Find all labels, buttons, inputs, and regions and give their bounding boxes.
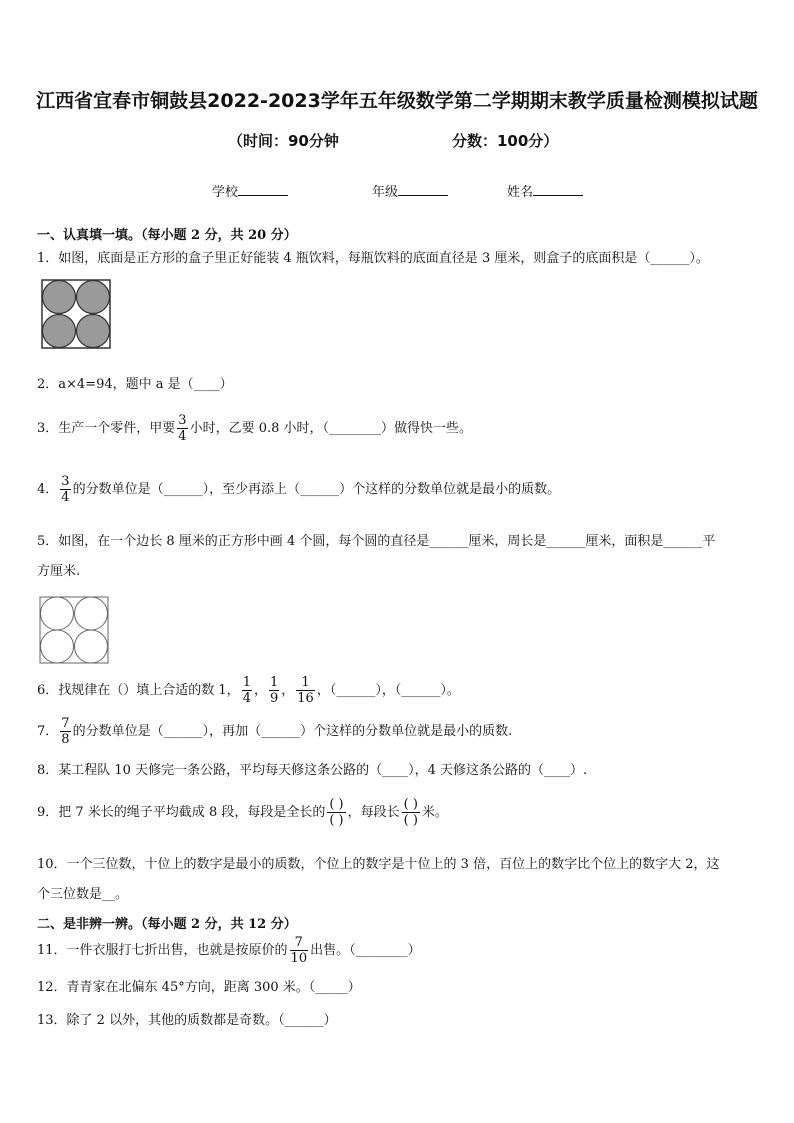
numerator: 3 — [178, 413, 187, 428]
question-11 — [37, 935, 421, 966]
numerator: 1 — [269, 675, 279, 690]
exam-title: 江西省宜春市铜鼓县2022-2023学年五年级数学第二学期期末教学质量检测模拟试题 — [36, 90, 758, 112]
question-5-line-1: 5．如图，在一个边长 8 厘米的正方形中画 4 个圆，每个圆的直径是______厘米，周长是______厘米，面积是______平 — [37, 534, 716, 549]
answer-fraction-blank[interactable] — [402, 797, 420, 828]
question-9-text-a: 9．把 7 米长的绳子平均截成 8 段，每段是全长的 — [37, 805, 326, 820]
fraction-1-9 — [269, 675, 279, 706]
question-7-text-a: 7． — [37, 724, 59, 739]
denominator: 9 — [269, 691, 279, 706]
numerator: 3 — [61, 474, 70, 489]
inner-circle — [75, 597, 108, 630]
fraction-7-8 — [60, 716, 70, 747]
question-3 — [37, 413, 472, 444]
grade-field — [372, 181, 448, 200]
question-7-text-b: 的分数单位是（______），再加（______）个这样的分数单位就是最小的质数. — [72, 724, 513, 739]
numerator-blank[interactable]: ( ) — [403, 797, 418, 812]
question-11-text-a: 11．一件衣服打七折出售，也就是按原价的 — [37, 943, 288, 958]
question-5-line-2: 方厘米. — [37, 564, 81, 579]
inner-circle — [75, 630, 108, 663]
inner-circle — [41, 630, 74, 663]
fraction-1-16 — [296, 675, 315, 706]
question-6: 6．找规律在（）填上合适的数 1， $\frac{1}{4}$ ， $\frac{1}{9}$ ， $\frac{1}{16}$ ，（______），（______）。 — [37, 675, 460, 706]
inner-circle — [41, 597, 74, 630]
numerator: 7 — [290, 935, 309, 951]
fraction-7-10 — [290, 935, 309, 966]
name-field — [507, 181, 583, 200]
section-1-heading: 一、认真填一填。（每小题 2 分，共 20 分） — [37, 228, 297, 243]
exam-score: 分数：100分） — [452, 132, 559, 150]
denominator: 8 — [61, 732, 70, 747]
school-field — [212, 181, 288, 200]
denominator: 10 — [290, 951, 308, 966]
bottle-circle — [43, 281, 76, 314]
numerator: 7 — [61, 716, 70, 731]
denominator-blank[interactable]: ( ) — [329, 813, 344, 828]
question-4-text-a: 4． — [37, 482, 59, 497]
denominator: 16 — [297, 691, 314, 706]
bottle-circle — [43, 315, 76, 348]
question-3-text-b: 小时，乙要 0.8 小时，（________）做得快一些。 — [189, 421, 473, 436]
question-9-text-c: 米。 — [421, 805, 448, 820]
question-10-line-2: 个三位数是__。 — [37, 887, 129, 902]
question-1: 1．如图，底面是正方形的盒子里正好能装 4 瓶饮料，每瓶饮料的底面直径是 3 厘米，则盒子的底面积是（______）。 — [37, 251, 709, 266]
question-10-line-1: 10．一个三位数，十位上的数字是最小的质数，个位上的数字是十位上的 3 倍，百位上的数字比个位上的数字大 2，这 — [37, 857, 720, 872]
grade-blank[interactable] — [398, 181, 448, 196]
question-4-text-b: 的分数单位是（______），至少再添上（______）个这样的分数单位就是最小的质数。 — [72, 482, 561, 497]
name-label: 姓名 — [507, 185, 534, 200]
question-13: 13．除了 2 以外，其他的质数都是奇数。（______） — [37, 1013, 337, 1028]
question-12: 12．青青家在北偏东 45°方向，距离 300 米。（_____） — [37, 980, 361, 995]
denominator: 4 — [178, 429, 187, 444]
fraction-3-4 — [60, 474, 70, 505]
question-2: 2．a×4=94，题中 a 是（____） — [37, 377, 233, 392]
question-11-text-b: 出售。（________） — [310, 943, 421, 958]
numerator-blank[interactable]: ( ) — [329, 797, 344, 812]
school-label: 学校 — [212, 185, 239, 200]
question-5-figure — [39, 596, 109, 664]
fraction-3-4 — [177, 413, 187, 444]
school-blank[interactable] — [238, 181, 288, 196]
question-7 — [37, 716, 512, 747]
denominator: 4 — [61, 490, 70, 505]
question-9-text-b: ，每段长 — [347, 805, 400, 820]
name-blank[interactable] — [533, 181, 583, 196]
question-6-text-b: ，（______），（______）。 — [316, 683, 460, 698]
grade-label: 年级 — [372, 185, 399, 200]
bottle-circle — [77, 281, 110, 314]
section-2-heading: 二、是非辨一辨。（每小题 2 分，共 12 分） — [37, 917, 297, 932]
answer-fraction-blank[interactable] — [327, 797, 345, 828]
numerator: 1 — [242, 675, 251, 690]
question-6-text-a: 6．找规律在（）填上合适的数 1， — [37, 683, 240, 698]
question-8: 8．某工程队 10 天修完一条公路，平均每天修这条公路的（____），4 天修这条公路的（____）. — [37, 763, 588, 778]
fraction-1-4 — [242, 675, 252, 706]
question-1-figure — [41, 279, 111, 349]
question-9 — [37, 797, 448, 828]
question-4 — [37, 474, 560, 505]
outer-square — [40, 597, 108, 663]
numerator: 1 — [296, 675, 315, 691]
bottle-circle — [77, 315, 110, 348]
exam-time: （时间：90分钟 — [228, 132, 339, 150]
denominator: 4 — [242, 691, 251, 706]
denominator-blank[interactable]: ( ) — [403, 813, 418, 828]
question-3-text-a: 3．生产一个零件，甲要 — [37, 421, 176, 436]
